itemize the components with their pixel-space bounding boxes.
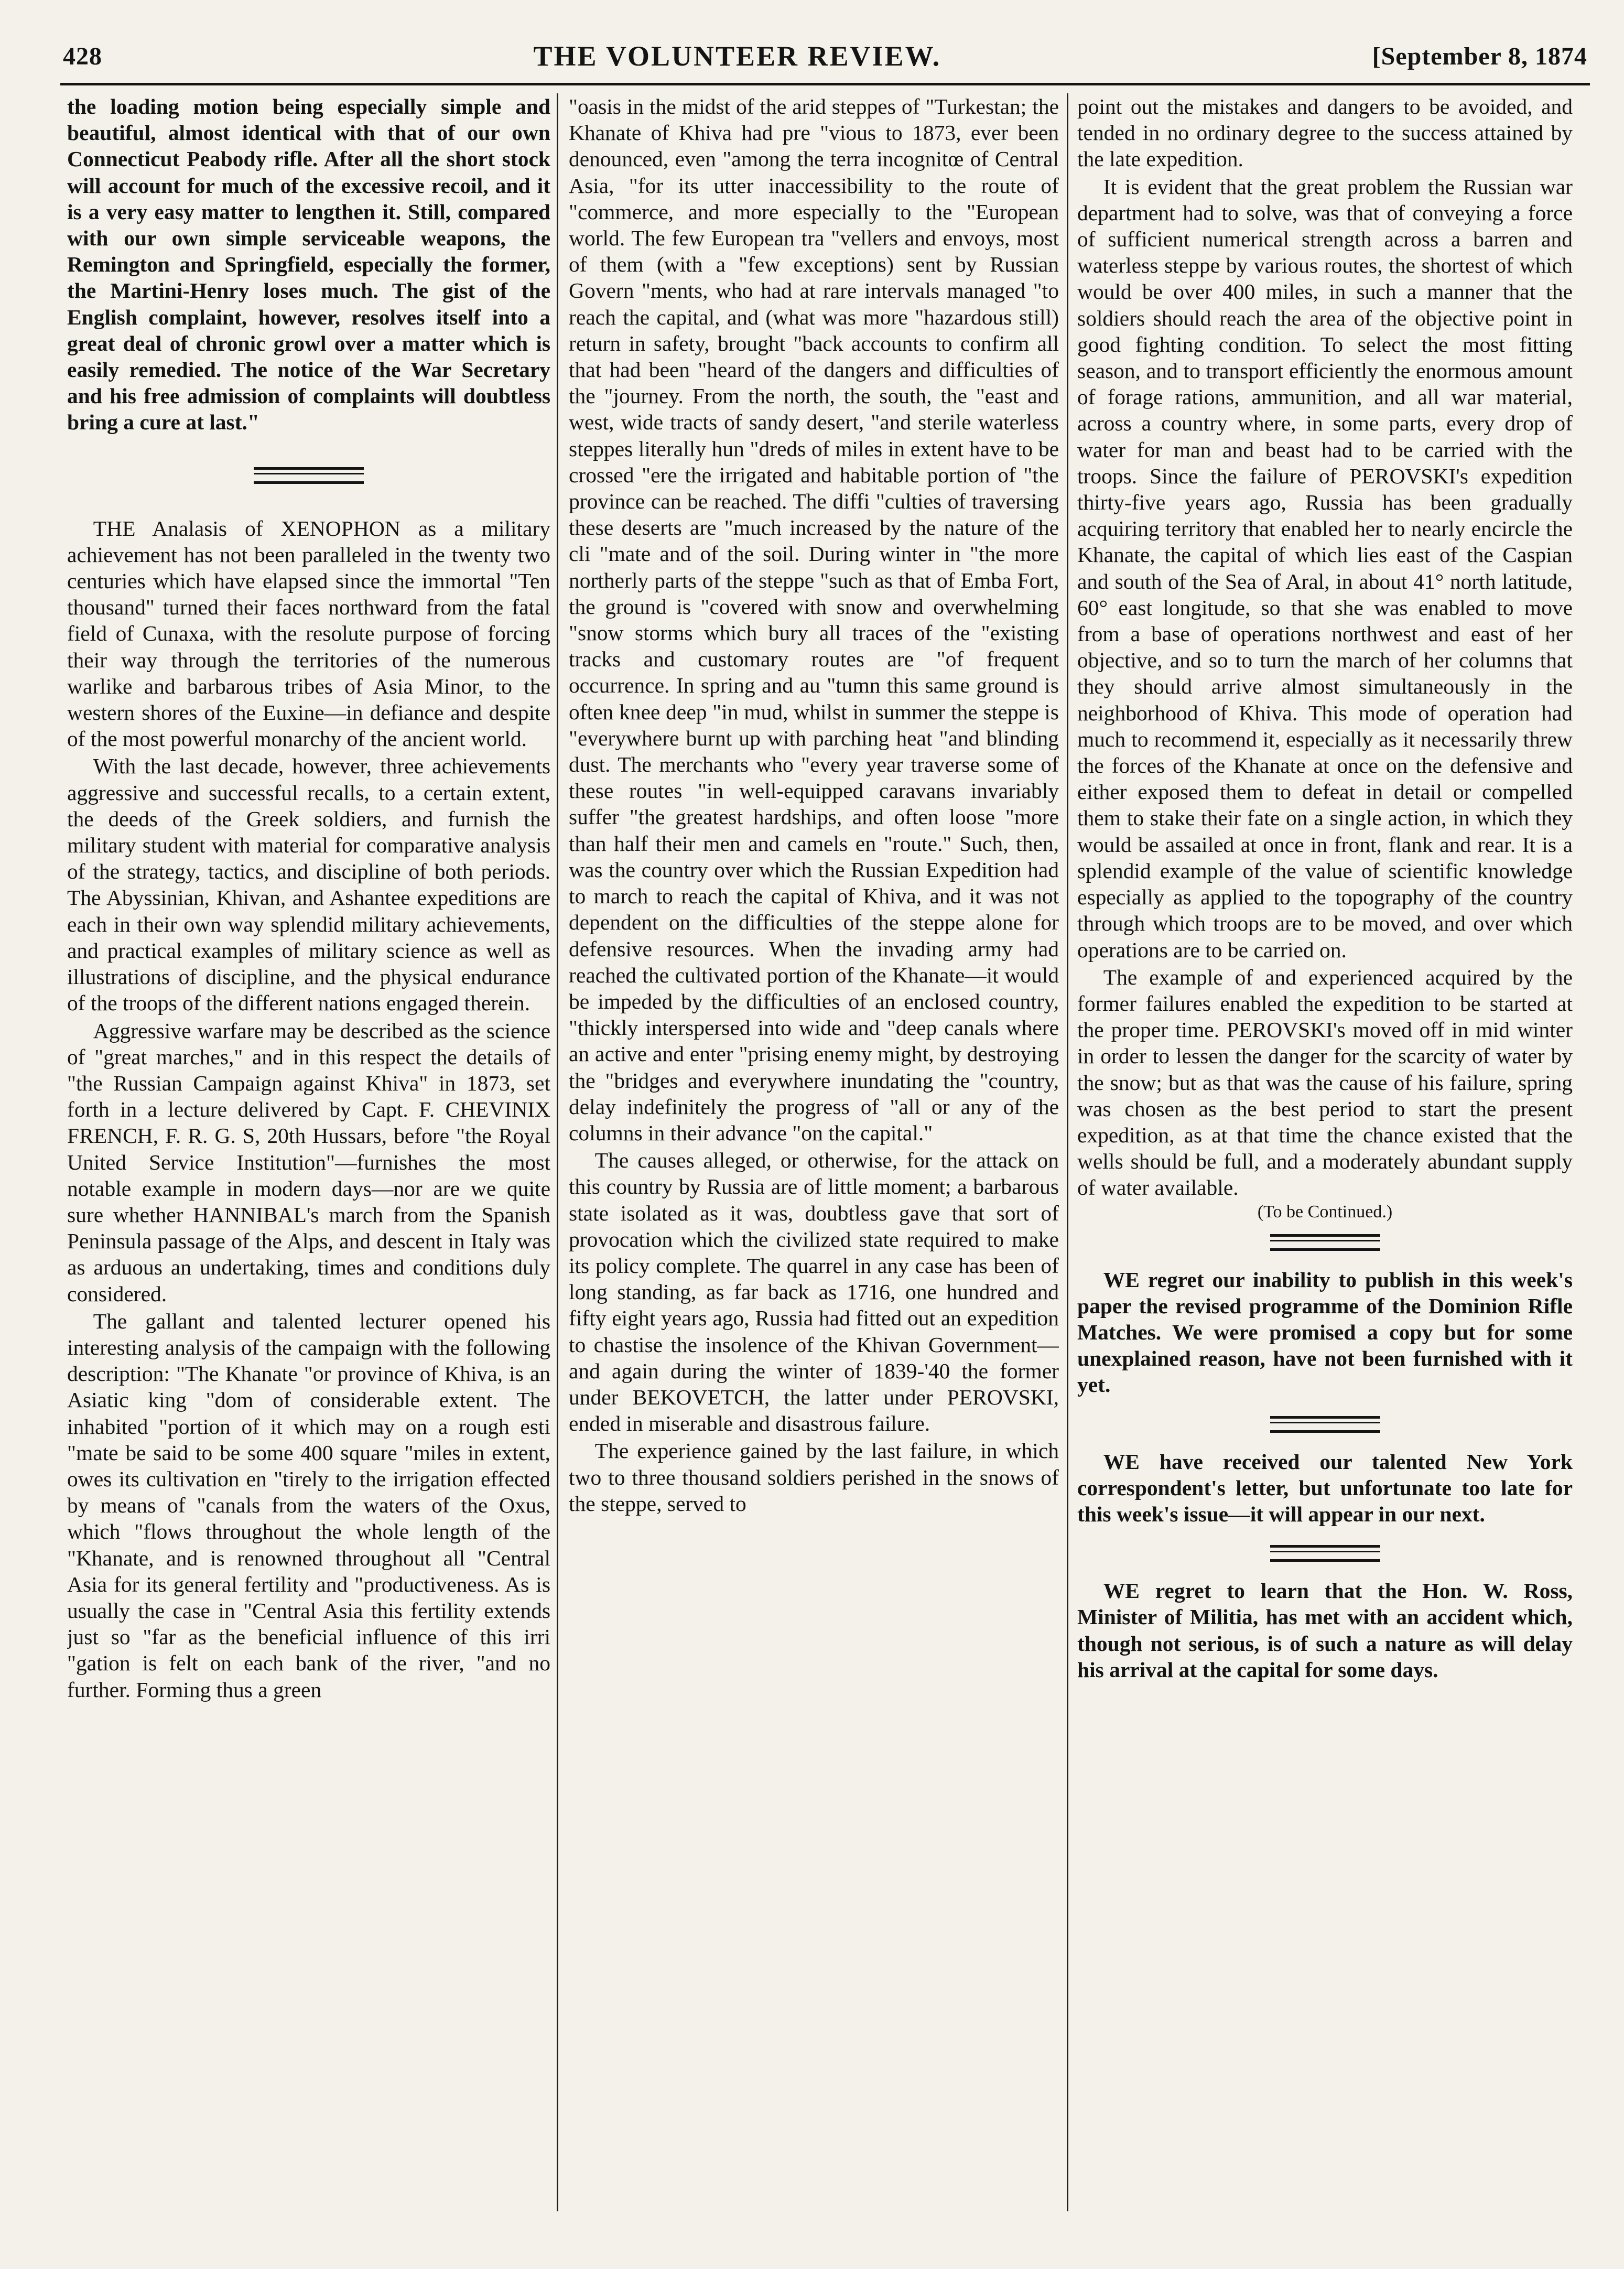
article-paragraph: The causes alleged, or otherwise, for the attack on this country by Russia are of little moment; a barbarous state isolated as it was, doubtless gave that sort of provocation which the civilized state required to make its policy complete. The quarrel in any case has been of long standing, as far back as 1716, one hundred and fifty eight years ago, Russia had fitted out an expedition to chastise the insolence of the Khivan Government—and again during the winter of 1839-'40 the former under BEKOVETCH, the latter under PEROVSKI, ended in miserable and disastrous failure.	[569, 1148, 1059, 1436]
article-paragraph: point out the mistakes and dangers to be avoided, and tended in no ordinary degree to the success attained by the late expedition.	[1077, 94, 1573, 171]
article-paragraph: The experience gained by the last failure, in which two to three thousand soldiers perished in the snows of the steppe, served to	[569, 1439, 1059, 1516]
masthead-title: THE VOLUNTEER REVIEW.	[533, 40, 941, 72]
issue-date: [September 8, 1874	[1372, 42, 1587, 70]
header-rule	[60, 83, 1590, 85]
article-paragraph: It is evident that the great problem the Russian war department had to solve, was that of conveying a force of sufficient numerical strength across a barren and waterless steppe by various routes, the shortest of which would be over 400 miles, in such a manner that the soldiers should reach the area of the objective point in good fighting condition. To select the most fitting season, and to transport efficiently the enormous amount of forage rations, ammunition, and all war material, across a country where, in some parts, every drop of water for man and beast had to be carried with the troops. Since the failure of PEROVSKI's expedition thirty-five years ago, Russia has been gradually acquiring territory that enabled her to nearly encircle the Khanate, the capital of which lies east of the Caspian and south of the Sea of Aral, in about 41° north latitude, 60° east longitude, so that she was enabled to move from a base of operations northwest and east of her objective, and so to turn the march of her columns that they should arrive almost simultaneously in the neighborhood of Khiva. This mode of operation had much to recommend it, especially as it necessarily threw the forces of the Khanate at once on the defensive and either exposed them to defeat in detail or compelled them to stake their fate on a single action, in which they would be assailed at once in front, flank and rear. It is a splendid example of the value of scientific knowledge especially as applied to the topography of the country through which troops are to be moved, and over which operations are to be carried on.	[1077, 174, 1573, 962]
column-rule	[557, 93, 558, 2211]
article-paragraph: Aggressive warfare may be described as the science of "great marches," and in this respect the details of "the Russian Campaign against Khiva" in 1873, set forth in a lecture delivered by Capt. F. CHEVINIX FRENCH, F. R. G. S, 20th Hussars, before "the Royal United Service Institution"—furnishes the most notable example in modern days—nor are we quite sure whether HANNIBAL's march from the Spanish Peninsula passage of the Alps, and descent in Italy was as arduous an undertaking, times and conditions duly considered.	[67, 1018, 550, 1306]
page-header	[63, 33, 1587, 80]
notice-paragraph: WE regret our inability to publish in this week's paper the revised programme of the Dominion Rifle Matches. We were promised a copy but for some unexplained reason, have not been furnished with it yet.	[1077, 1267, 1573, 1397]
article-paragraph: The example of and experienced acquired by the former failures enabled the expedition to be started at the proper time. PEROVSKI's moved off in mid winter in order to lessen the danger for the scarcity of water by the snow; but as that was the cause of his failure, spring was chosen as the best period to start the present expedition, as at that time the chance existed that the wells should be full, and a moderately abundant supply of water available.	[1077, 965, 1573, 1200]
section-separator	[1270, 1234, 1380, 1251]
section-separator	[254, 467, 364, 484]
column-left	[67, 93, 550, 2206]
article-paragraph: With the last decade, however, three achievements aggressive and successful recalls, to a certain extent, the deeds of the Greek soldiers, and furnish the military student with material for comparative analysis of the strategy, tactics, and discipline of both periods. The Abyssinian, Khivan, and Ashantee expeditions are each in their own way splendid military achievements, and practical examples of military science as well as illustrations of discipline, and the physical endurance of the troops of the different nations engaged therein.	[67, 754, 550, 1015]
to-be-continued-note: (To be Continued.)	[1257, 1202, 1393, 1222]
notice-paragraph: WE have received our talented New York correspondent's letter, but unfortunate too late for this week's issue—it will appear in our next.	[1077, 1449, 1573, 1527]
column-middle	[569, 93, 1059, 2206]
column-rule	[1067, 93, 1068, 2211]
article-paragraph: The gallant and talented lecturer opened his interesting analysis of the campaign with the following description: "The Khanate "or province of Khiva, is an Asiatic king "dom of considerable extent. The inhabited "portion of it which may on a rough esti "mate be said to be some 400 square "miles in extent, owes its cultivation en "tirely to the irrigation effected by means of "canals from the waters of the Oxus, which "flows throughout the whole length of the "Khanate, and is renowned throughout all "Central Asia for its general fertility and "productiveness. As is usually the case in "Central Asia this fertility extends just so "far as the beneficial influence of this irri "gation is felt on each bank of the river, "and no further. Forming thus a green	[67, 1309, 550, 1702]
section-separator	[1270, 1545, 1380, 1562]
article-paragraph: "oasis in the midst of the arid steppes of "Turkestan; the Khanate of Khiva had pre "vious to 1873, ever been denounced, even "among the terra incognitœ of Central Asia, "for its utter inaccessibility to the route of "commerce, and more especially to the "European world. The few European tra "vellers and envoys, most of them (with a "few exceptions) sent by Russian Govern "ments, who had at rare intervals managed "to reach the capital, and (what was more "hazardous still) return in safety, brought "back accounts to confirm all that had been "heard of the dangers and difficulties of the "journey. From the north, the south, the "east and west, wide tracts of sandy desert, "and sterile waterless steppes literally hun "dreds of miles in extent have to be crossed "ere the irrigated and habitable portion of "the province can be reached. The diffi "culties of traversing these deserts are "much increased by the nature of the cli "mate and of the soil. During winter in "the more northerly parts of the steppe "such as that of Emba Fort, the ground is "covered with snow and overwhelming "snow storms which bury all traces of the "existing tracks and customary routes are "of frequent occurrence. In spring and au "tumn this same ground is often knee deep "in mud, whilst in summer the steppe is "everywhere burnt up with parching heat "and blinding dust. The merchants who "every year traverse some of these routes "in well-equipped caravans invariably suffer "the greatest hardships, and often loose "more than half their men and camels en "route." Such, then, was the country over which the Russian Expedition had to march to reach the capital of Khiva, and it was not dependent on the difficulties of the steppe alone for defensive resources. When the invading army had reached the cultivated portion of the Khanate—it would be impeded by the difficulties of an enclosed country, "thickly interspersed into wide and "deep canals where an active and enter "prising enemy might, by destroying the "bridges and everywhere inundating the "country, delay indefinitely the progress of "all or any of the columns in their advance "on the capital."	[569, 94, 1059, 1145]
column-right	[1077, 93, 1573, 2206]
article-paragraph: the loading motion being especially simple and beautiful, almost identical with that of our own Connecticut Peabody rifle. After all the short stock will account for much of the excessive recoil, and it is a very easy matter to lengthen it. Still, compared with our own simple serviceable weapons, the Remington and Springfield, especially the former, the Martini-Henry loses much. The gist of the English complaint, however, resolves itself into a great deal of chronic growl over a matter which is easily remedied. The notice of the War Secretary and his free admission of complaints will doubtless bring a cure at last."	[67, 94, 550, 435]
section-separator	[1270, 1416, 1380, 1433]
article-paragraph: THE Analasis of XENOPHON as a military achievement has not been paralleled in the twenty two centuries which have elapsed since the immortal "Ten thousand" turned their faces northward from the fatal field of Cunaxa, with the resolute purpose of forcing their way through the territories of the numerous warlike and barbarous tribes of Asia Minor, to the western shores of the Euxine—in defiance and despite of the most powerful monarchy of the ancient world.	[67, 516, 550, 751]
page-number: 428	[63, 42, 102, 70]
notice-paragraph: WE regret to learn that the Hon. W. Ross, Minister of Militia, has met with an accident which, though not serious, is of such a nature as will delay his arrival at the capital for some days.	[1077, 1579, 1573, 1682]
